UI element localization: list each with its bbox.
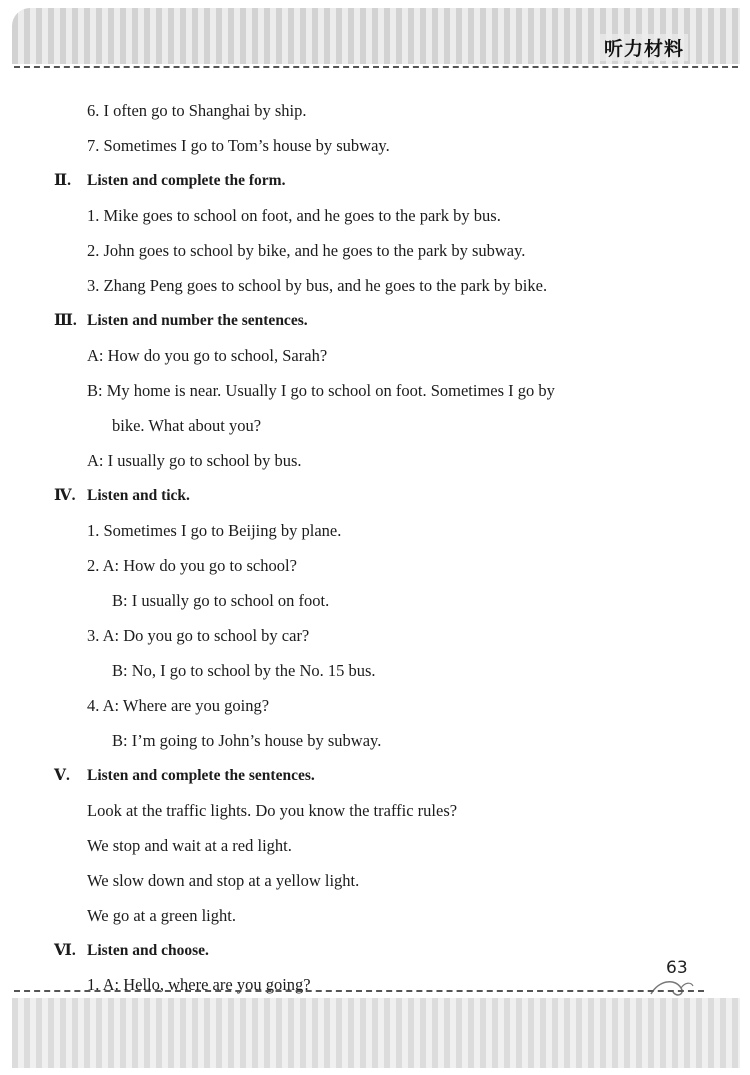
footer-divider [14, 990, 704, 992]
dialogue-line: A: I usually go to school by bus. [87, 451, 302, 470]
sentence-line: 1. Sometimes I go to Beijing by plane. [87, 521, 342, 540]
section-numeral: Ⅲ. [54, 312, 77, 329]
header-title: 听力材料 [600, 34, 688, 61]
dialogue-line: B: No, I go to school by the No. 15 bus. [112, 661, 376, 680]
header-divider [14, 66, 738, 68]
sentence-line: 6. I often go to Shanghai by ship. [87, 101, 307, 120]
footer-band [12, 998, 740, 1068]
sentence-line: We slow down and stop at a yellow light. [87, 871, 360, 890]
sentence-line: We stop and wait at a red light. [87, 836, 292, 855]
section-heading: Listen and tick. [87, 487, 190, 504]
dialogue-line: 1. A: Hello, where are you going? [87, 975, 311, 994]
section-numeral: Ⅱ. [54, 172, 71, 189]
sentence-line: 7. Sometimes I go to Tom’s house by subway. [87, 136, 390, 155]
section-heading: Listen and complete the form. [87, 172, 286, 189]
section-numeral: Ⅴ. [54, 767, 70, 784]
sentence-line: 2. John goes to school by bike, and he goes to the park by subway. [87, 241, 526, 260]
sentence-line: We go at a green light. [87, 906, 236, 925]
section-heading: Listen and complete the sentences. [87, 767, 315, 784]
sentence-line: Look at the traffic lights. Do you know the traffic rules? [87, 801, 458, 820]
dialogue-line: B: I usually go to school on foot. [112, 591, 330, 610]
dialogue-line: B: My home is near. Usually I go to school on foot. Sometimes I go by [87, 381, 555, 400]
section-numeral: Ⅵ. [54, 942, 76, 959]
dialogue-line: 3. A: Do you go to school by car? [87, 626, 310, 645]
dialogue-line: 2. A: How do you go to school? [87, 556, 297, 575]
sentence-line: 3. Zhang Peng goes to school by bus, and he goes to the park by bike. [87, 276, 548, 295]
section-heading: Listen and number the sentences. [87, 312, 308, 329]
dialogue-line: 4. A: Where are you going? [87, 696, 270, 715]
sentence-line: 1. Mike goes to school on foot, and he goes to the park by bus. [87, 206, 501, 225]
dialogue-line: B: I’m going to John’s house by subway. [112, 731, 382, 750]
dialogue-line: A: How do you go to school, Sarah? [87, 346, 328, 365]
page-number: 63 [666, 958, 688, 978]
dialogue-line: bike. What about you? [112, 416, 262, 435]
section-heading: Listen and choose. [87, 942, 209, 959]
section-numeral: Ⅳ. [54, 487, 76, 504]
